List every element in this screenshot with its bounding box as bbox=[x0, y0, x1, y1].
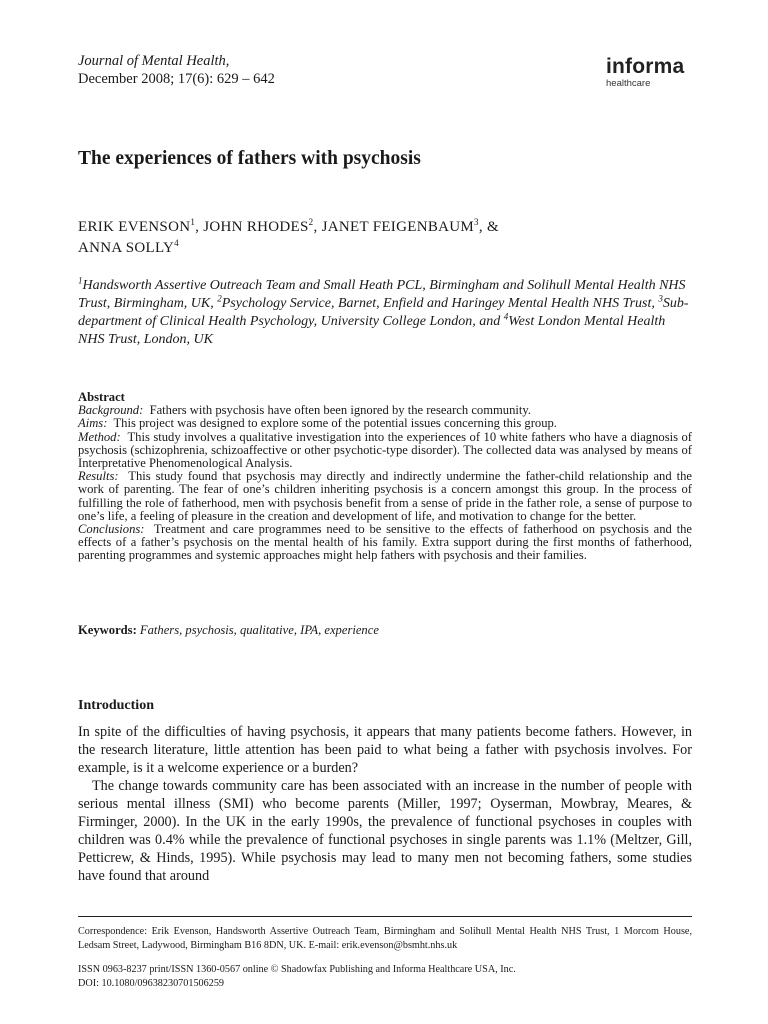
abstract-section bbox=[78, 431, 692, 471]
abstract-section bbox=[78, 470, 692, 523]
article-title: The experiences of fathers with psychosis bbox=[78, 148, 421, 169]
author-separator: , bbox=[313, 219, 322, 235]
affil-mark: 1 bbox=[78, 275, 83, 286]
journal-issue: December 2008; 17(6): 629 – 642 bbox=[78, 71, 275, 87]
abstract-heading: Abstract bbox=[78, 390, 125, 404]
author-affil-mark: 1 bbox=[190, 217, 196, 227]
publisher-logo bbox=[606, 56, 696, 89]
abstract bbox=[78, 391, 692, 563]
affil-mark: 4 bbox=[503, 311, 509, 322]
affiliations bbox=[78, 277, 690, 349]
abstract-label: Method: bbox=[78, 429, 121, 444]
abstract-text: This project was designed to explore some of the potential issues concerning this group. bbox=[113, 416, 557, 431]
keywords-value: Fathers, psychosis, qualitative, IPA, experience bbox=[139, 623, 379, 637]
abstract-text: This study involves a qualitative investigation into the experiences of 10 white fathers who have a diagnosis of psychosis (schizophrenia, schizoaffective or other psychotic-type disorder). The collected data was analysed by means of Interpretative Phenomenological Analysis. bbox=[78, 429, 692, 471]
author-affil-mark: 2 bbox=[308, 217, 314, 227]
abstract-text: Treatment and care programmes need to be sensitive to the effects of fatherhood on psychosis and the effects of a father’s psychosis on the mental health of his family. Extra support during the first months of fatherhood, parenting programmes and systemic approaches might help fathers with psychosis and their families. bbox=[78, 522, 692, 563]
correspondence-note: Correspondence: Erik Evenson, Handsworth Assertive Outreach Team, Birmingham and Solihull Mental Health NHS Trust, 1 Morcom House, Ledsam Street, Ladywood, Birmingham B16 8DN, UK. E-mail: erik.evenson@bsmht.nhs.uk bbox=[78, 926, 692, 951]
author-list bbox=[78, 217, 638, 259]
logo-subtitle: healthcare bbox=[606, 78, 651, 89]
author-affil-mark: 4 bbox=[174, 238, 179, 248]
affil-text: Handsworth Assertive Outreach Team and Small Heath PCL, Birmingham and Solihull Mental Health NHS Trust, Birmingham, UK, bbox=[78, 278, 686, 311]
abstract-section bbox=[78, 523, 692, 563]
author-name: JOHN RHODES bbox=[203, 219, 309, 235]
body-paragraph: The change towards community care has been associated with an increase in the number of people with serious mental illness (SMI) who become parents (Miller, 1997; Oyserman, Mowbray, Meares, & Firminger, 2000). In the UK in the early 1990s, the prevalence of functional psychoses in couples with children was 0.4% while the prevalence of functional psychoses in single parents was 1.1% (Meltzer, Gill, Petticrew, & Hinds, 1995). While psychosis may lead to many men not becoming fathers, some studies have found that around bbox=[78, 778, 692, 884]
affil-mark: 3 bbox=[658, 293, 663, 304]
abstract-text: This study found that psychosis may directly and indirectly undermine the father-child relationship and the work of parenting. The fear of one’s children inheriting psychosis is a concern amongst this group. In the process of fulfilling the role of fatherhood, men with psychosis benefit from a sense of pride in the father role, a sense of purpose to one’s life, a feeling of pleasure in the creation and development of life, and motivation to change for the better. bbox=[78, 469, 692, 523]
section-heading-introduction: Introduction bbox=[78, 698, 154, 713]
affil-mark: 2 bbox=[217, 293, 222, 304]
abstract-label: Background: bbox=[78, 403, 144, 418]
affil-text: Sub-department of Clinical Health Psychology, University College London, and bbox=[78, 296, 689, 329]
body-paragraph: In spite of the difficulties of having psychosis, it appears that many patients become fathers. However, in the research literature, little attention has been paid to what being a father with psychosis involves. For example, is it a welcome experience or a burden? bbox=[78, 724, 692, 776]
author-name: ANNA SOLLY bbox=[78, 240, 175, 256]
abstract-label: Conclusions: bbox=[78, 522, 145, 537]
keywords bbox=[78, 623, 379, 638]
journal-name: Journal of Mental Health, bbox=[78, 53, 230, 69]
author-separator: , & bbox=[478, 219, 499, 235]
abstract-label: Aims: bbox=[78, 416, 108, 431]
doi-line: DOI: 10.1080/09638230701506259 bbox=[78, 978, 225, 989]
author-name: ERIK EVENSON bbox=[78, 219, 191, 235]
author-affil-mark: 3 bbox=[474, 217, 479, 227]
issn-line: ISSN 0963-8237 print/ISSN 1360-0567 online © Shadowfax Publishing and Informa Healthcare USA, Inc. bbox=[78, 964, 516, 975]
abstract-text: Fathers with psychosis have often been ignored by the research community. bbox=[149, 403, 532, 418]
publication-footer bbox=[78, 963, 692, 991]
affil-text: West London Mental Health NHS Trust, London, UK bbox=[78, 314, 666, 347]
abstract-label: Results: bbox=[78, 469, 119, 484]
author-separator: , bbox=[195, 219, 204, 235]
introduction-body bbox=[78, 723, 692, 885]
affil-text: Psychology Service, Barnet, Enfield and Haringey Mental Health NHS Trust, bbox=[221, 296, 659, 311]
logo-wordmark: informa bbox=[606, 55, 685, 78]
keywords-label: Keywords: bbox=[78, 623, 137, 637]
footnote-divider bbox=[78, 916, 692, 917]
author-name: JANET FEIGENBAUM bbox=[321, 219, 475, 235]
journal-citation bbox=[78, 52, 275, 88]
